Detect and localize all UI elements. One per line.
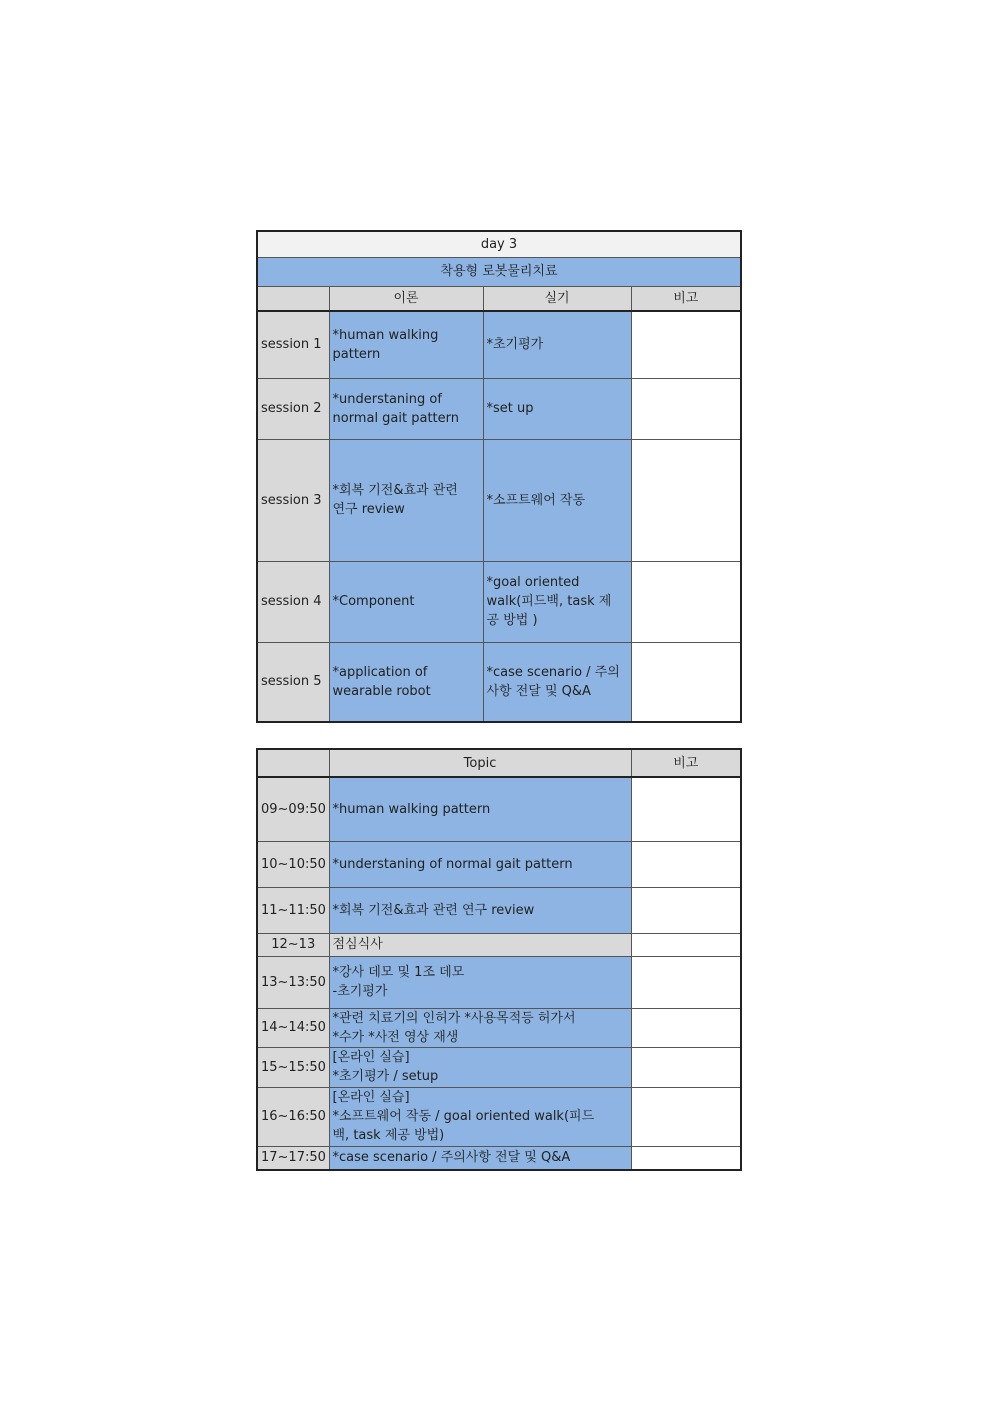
note bbox=[631, 933, 741, 956]
topic: *회복 기전&효과 관련 연구 review bbox=[329, 887, 631, 933]
header-blank bbox=[257, 749, 329, 777]
table-row bbox=[257, 439, 741, 561]
header-note: 비고 bbox=[631, 286, 741, 311]
time-slot: 13~13:50 bbox=[257, 956, 329, 1008]
table-row bbox=[257, 378, 741, 439]
header-practice: 실기 bbox=[483, 286, 631, 311]
note bbox=[631, 777, 741, 841]
session-label: session 1 bbox=[257, 311, 329, 378]
session-note bbox=[631, 311, 741, 378]
topic: [온라인 실습] *초기평가 / setup bbox=[329, 1047, 631, 1087]
time-slot: 15~15:50 bbox=[257, 1047, 329, 1087]
table-row bbox=[257, 841, 741, 887]
note bbox=[631, 887, 741, 933]
time-slot: 16~16:50 bbox=[257, 1087, 329, 1146]
time-slot: 17~17:50 bbox=[257, 1146, 329, 1170]
session-label: session 4 bbox=[257, 561, 329, 642]
topic: 점심식사 bbox=[329, 933, 631, 956]
time-slot: 10~10:50 bbox=[257, 841, 329, 887]
header-theory: 이론 bbox=[329, 286, 483, 311]
session-practice: *case scenario / 주의 사항 전달 및 Q&A bbox=[483, 642, 631, 722]
table-row bbox=[257, 1047, 741, 1087]
topic: [온라인 실습] *소프트웨어 작동 / goal oriented walk(피드 백, task 제공 방법) bbox=[329, 1087, 631, 1146]
note bbox=[631, 841, 741, 887]
session-theory: *회복 기전&효과 관련 연구 review bbox=[329, 439, 483, 561]
note bbox=[631, 1146, 741, 1170]
topic: *관련 치료기의 인허가 *사용목적등 허가서 *수가 *사전 영상 재생 bbox=[329, 1008, 631, 1047]
time-slot: 12~13 bbox=[257, 933, 329, 956]
session-practice: *소프트웨어 작동 bbox=[483, 439, 631, 561]
topic: *case scenario / 주의사항 전달 및 Q&A bbox=[329, 1146, 631, 1170]
session-theory: *human walking pattern bbox=[329, 311, 483, 378]
session-label: session 2 bbox=[257, 378, 329, 439]
day-title: day 3 bbox=[257, 231, 741, 257]
topic: *강사 데모 및 1조 데모 -초기평가 bbox=[329, 956, 631, 1008]
header-blank bbox=[257, 286, 329, 311]
time-slot: 14~14:50 bbox=[257, 1008, 329, 1047]
session-note bbox=[631, 439, 741, 561]
session-schedule-table bbox=[256, 230, 742, 723]
session-practice: *set up bbox=[483, 378, 631, 439]
table-row bbox=[257, 887, 741, 933]
table-row bbox=[257, 642, 741, 722]
header-topic: Topic bbox=[329, 749, 631, 777]
session-practice: *초기평가 bbox=[483, 311, 631, 378]
timetable-table bbox=[256, 748, 742, 1171]
topic: *understaning of normal gait pattern bbox=[329, 841, 631, 887]
table-row bbox=[257, 956, 741, 1008]
table-row bbox=[257, 311, 741, 378]
session-note bbox=[631, 561, 741, 642]
header-note: 비고 bbox=[631, 749, 741, 777]
table-row bbox=[257, 777, 741, 841]
time-slot: 11~11:50 bbox=[257, 887, 329, 933]
session-theory: *application of wearable robot bbox=[329, 642, 483, 722]
session-theory: *understaning of normal gait pattern bbox=[329, 378, 483, 439]
session-label: session 3 bbox=[257, 439, 329, 561]
session-note bbox=[631, 642, 741, 722]
course-title: 착용형 로봇물리치료 bbox=[257, 257, 741, 286]
note bbox=[631, 1047, 741, 1087]
time-slot: 09~09:50 bbox=[257, 777, 329, 841]
session-label: session 5 bbox=[257, 642, 329, 722]
table-row bbox=[257, 1146, 741, 1170]
session-note bbox=[631, 378, 741, 439]
table-row bbox=[257, 561, 741, 642]
session-theory: *Component bbox=[329, 561, 483, 642]
note bbox=[631, 1087, 741, 1146]
session-practice: *goal oriented walk(피드백, task 제 공 방법 ) bbox=[483, 561, 631, 642]
table-row bbox=[257, 933, 741, 956]
topic: *human walking pattern bbox=[329, 777, 631, 841]
note bbox=[631, 956, 741, 1008]
table-row bbox=[257, 1087, 741, 1146]
table-row bbox=[257, 1008, 741, 1047]
note bbox=[631, 1008, 741, 1047]
